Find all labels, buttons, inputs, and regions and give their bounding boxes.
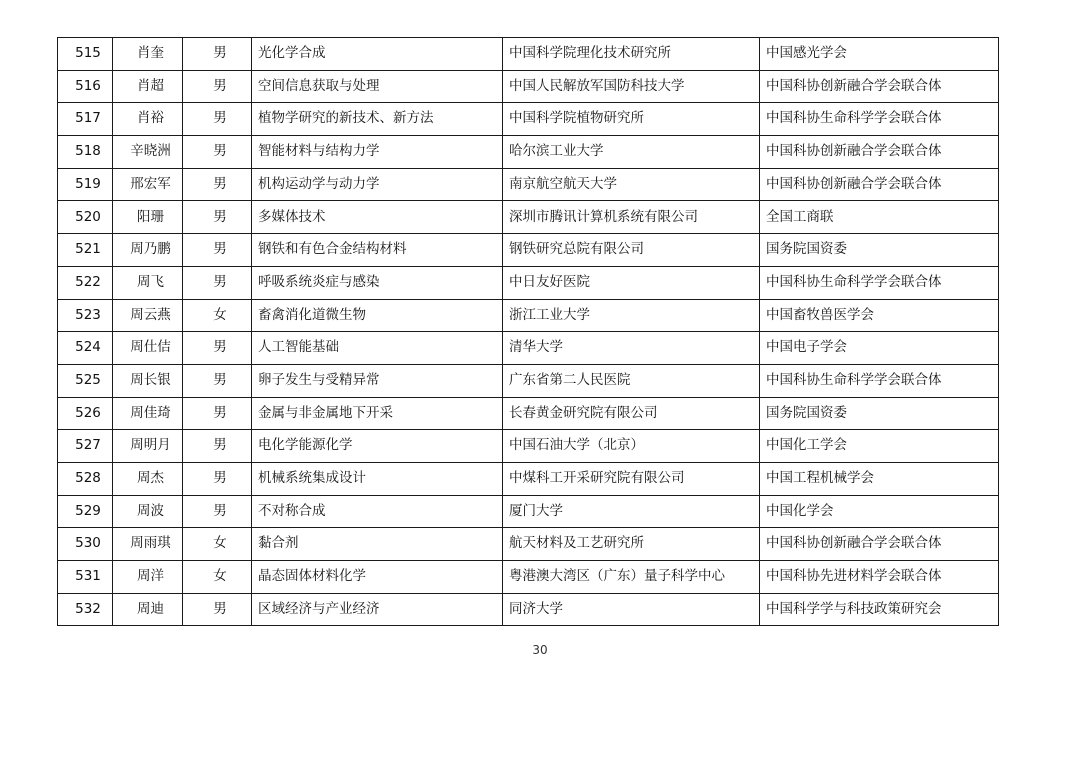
cell-gender: 男	[183, 430, 252, 463]
cell-name: 肖裕	[113, 103, 183, 136]
cell-number: 525	[58, 364, 113, 397]
cell-gender: 女	[183, 299, 252, 332]
cell-name: 邢宏军	[113, 168, 183, 201]
cell-nominator: 全国工商联	[760, 201, 999, 234]
cell-number: 516	[58, 70, 113, 103]
cell-name: 周佳琦	[113, 397, 183, 430]
table-row	[58, 332, 999, 365]
cell-organization: 长春黄金研究院有限公司	[503, 397, 760, 430]
table-row	[58, 234, 999, 267]
cell-gender: 男	[183, 136, 252, 169]
cell-name: 周乃鹏	[113, 234, 183, 267]
table-row	[58, 528, 999, 561]
cell-organization: 南京航空航天大学	[503, 168, 760, 201]
cell-field: 智能材料与结构力学	[252, 136, 503, 169]
cell-field: 钢铁和有色合金结构材料	[252, 234, 503, 267]
cell-organization: 中国科学院理化技术研究所	[503, 38, 760, 71]
cell-number: 526	[58, 397, 113, 430]
cell-number: 524	[58, 332, 113, 365]
cell-gender: 男	[183, 266, 252, 299]
cell-nominator: 中国畜牧兽医学会	[760, 299, 999, 332]
cell-name: 周洋	[113, 561, 183, 594]
table-row	[58, 201, 999, 234]
cell-number: 518	[58, 136, 113, 169]
cell-field: 黏合剂	[252, 528, 503, 561]
cell-name: 周迪	[113, 593, 183, 626]
table-row	[58, 168, 999, 201]
cell-field: 机械系统集成设计	[252, 462, 503, 495]
cell-field: 光化学合成	[252, 38, 503, 71]
cell-gender: 男	[183, 364, 252, 397]
cell-number: 530	[58, 528, 113, 561]
cell-gender: 男	[183, 332, 252, 365]
cell-nominator: 中国科协创新融合学会联合体	[760, 70, 999, 103]
cell-nominator: 国务院国资委	[760, 397, 999, 430]
cell-gender: 男	[183, 234, 252, 267]
cell-field: 多媒体技术	[252, 201, 503, 234]
roster-sheet	[57, 37, 998, 626]
table-row	[58, 266, 999, 299]
roster-table-body	[58, 38, 999, 626]
cell-gender: 男	[183, 495, 252, 528]
cell-name: 周明月	[113, 430, 183, 463]
table-row	[58, 136, 999, 169]
cell-name: 周云燕	[113, 299, 183, 332]
table-row	[58, 495, 999, 528]
cell-number: 521	[58, 234, 113, 267]
cell-field: 呼吸系统炎症与感染	[252, 266, 503, 299]
cell-field: 电化学能源化学	[252, 430, 503, 463]
cell-name: 肖奎	[113, 38, 183, 71]
cell-field: 空间信息获取与处理	[252, 70, 503, 103]
cell-organization: 哈尔滨工业大学	[503, 136, 760, 169]
cell-organization: 航天材料及工艺研究所	[503, 528, 760, 561]
cell-organization: 粤港澳大湾区（广东）量子科学中心	[503, 561, 760, 594]
cell-name: 周飞	[113, 266, 183, 299]
cell-nominator: 中国化工学会	[760, 430, 999, 463]
cell-number: 520	[58, 201, 113, 234]
cell-field: 卵子发生与受精异常	[252, 364, 503, 397]
cell-field: 晶态固体材料化学	[252, 561, 503, 594]
cell-gender: 男	[183, 397, 252, 430]
cell-organization: 中日友好医院	[503, 266, 760, 299]
cell-organization: 中国科学院植物研究所	[503, 103, 760, 136]
cell-name: 肖超	[113, 70, 183, 103]
cell-number: 522	[58, 266, 113, 299]
cell-organization: 广东省第二人民医院	[503, 364, 760, 397]
cell-organization: 钢铁研究总院有限公司	[503, 234, 760, 267]
cell-nominator: 中国科协创新融合学会联合体	[760, 528, 999, 561]
cell-organization: 同济大学	[503, 593, 760, 626]
cell-number: 532	[58, 593, 113, 626]
cell-nominator: 中国电子学会	[760, 332, 999, 365]
cell-gender: 男	[183, 38, 252, 71]
cell-nominator: 中国工程机械学会	[760, 462, 999, 495]
roster-table	[57, 37, 999, 626]
cell-name: 辛晓洲	[113, 136, 183, 169]
cell-field: 机构运动学与动力学	[252, 168, 503, 201]
cell-field: 畜禽消化道微生物	[252, 299, 503, 332]
table-row	[58, 103, 999, 136]
cell-nominator: 中国化学会	[760, 495, 999, 528]
table-row	[58, 462, 999, 495]
cell-organization: 中国石油大学（北京）	[503, 430, 760, 463]
table-row	[58, 397, 999, 430]
table-row	[58, 561, 999, 594]
table-row	[58, 430, 999, 463]
cell-field: 金属与非金属地下开采	[252, 397, 503, 430]
cell-gender: 女	[183, 528, 252, 561]
cell-gender: 男	[183, 201, 252, 234]
cell-nominator: 中国科协先进材料学会联合体	[760, 561, 999, 594]
cell-number: 515	[58, 38, 113, 71]
cell-organization: 清华大学	[503, 332, 760, 365]
cell-gender: 女	[183, 561, 252, 594]
table-row	[58, 364, 999, 397]
cell-organization: 中国人民解放军国防科技大学	[503, 70, 760, 103]
cell-nominator: 中国科协生命科学学会联合体	[760, 103, 999, 136]
table-row	[58, 70, 999, 103]
cell-gender: 男	[183, 168, 252, 201]
cell-name: 周雨琪	[113, 528, 183, 561]
cell-nominator: 中国科协生命科学学会联合体	[760, 266, 999, 299]
cell-nominator: 国务院国资委	[760, 234, 999, 267]
page-number: 30	[532, 643, 548, 657]
cell-number: 517	[58, 103, 113, 136]
cell-nominator: 中国感光学会	[760, 38, 999, 71]
cell-number: 531	[58, 561, 113, 594]
cell-organization: 厦门大学	[503, 495, 760, 528]
cell-organization: 中煤科工开采研究院有限公司	[503, 462, 760, 495]
cell-gender: 男	[183, 593, 252, 626]
cell-field: 植物学研究的新技术、新方法	[252, 103, 503, 136]
table-row	[58, 38, 999, 71]
cell-nominator: 中国科协创新融合学会联合体	[760, 136, 999, 169]
cell-gender: 男	[183, 103, 252, 136]
cell-name: 周长银	[113, 364, 183, 397]
cell-nominator: 中国科协生命科学学会联合体	[760, 364, 999, 397]
table-row	[58, 593, 999, 626]
cell-number: 519	[58, 168, 113, 201]
cell-field: 人工智能基础	[252, 332, 503, 365]
cell-number: 529	[58, 495, 113, 528]
cell-organization: 浙江工业大学	[503, 299, 760, 332]
cell-field: 区域经济与产业经济	[252, 593, 503, 626]
cell-gender: 男	[183, 70, 252, 103]
table-row	[58, 299, 999, 332]
cell-gender: 男	[183, 462, 252, 495]
cell-number: 528	[58, 462, 113, 495]
cell-name: 阳珊	[113, 201, 183, 234]
cell-nominator: 中国科协创新融合学会联合体	[760, 168, 999, 201]
cell-name: 周仕佶	[113, 332, 183, 365]
cell-field: 不对称合成	[252, 495, 503, 528]
cell-nominator: 中国科学学与科技政策研究会	[760, 593, 999, 626]
cell-number: 523	[58, 299, 113, 332]
cell-organization: 深圳市腾讯计算机系统有限公司	[503, 201, 760, 234]
cell-name: 周杰	[113, 462, 183, 495]
cell-name: 周波	[113, 495, 183, 528]
cell-number: 527	[58, 430, 113, 463]
